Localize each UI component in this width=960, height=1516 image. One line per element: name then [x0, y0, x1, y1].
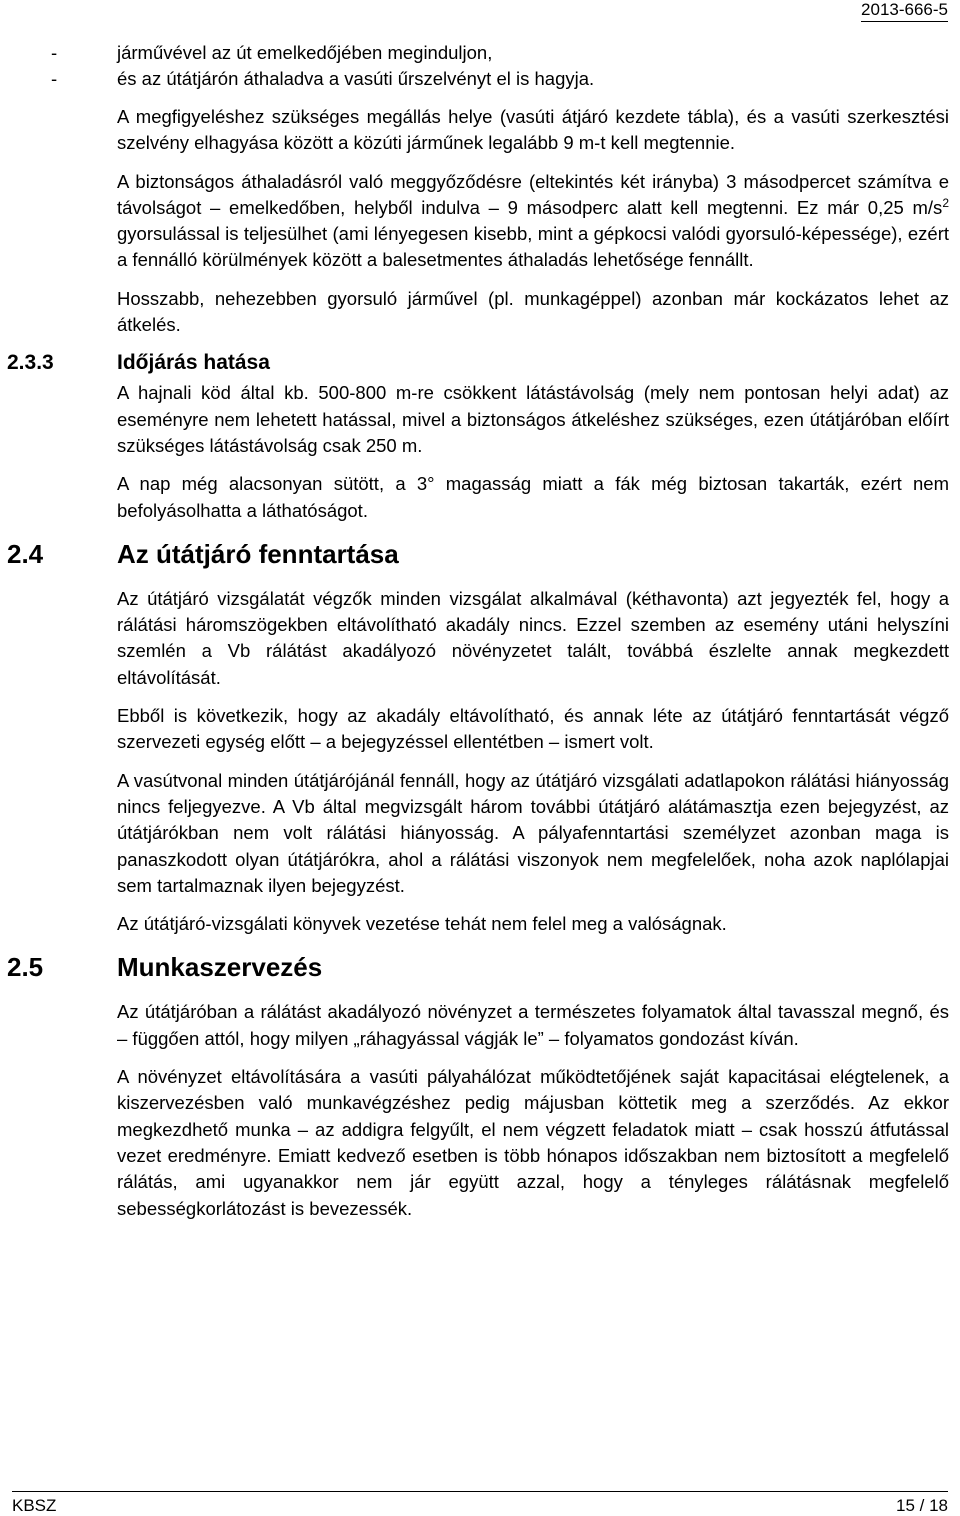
paragraph: Az útátjáróban a rálátást akadályozó növényzet a természetes folyamatok által tavasszal megnő, és – függően attól, hogy milyen „ráhagyással vágják le” – folyamatos gondozást kíván.	[117, 1001, 949, 1049]
paragraph: Ebből is következik, hogy az akadály eltávolítható, és annak léte az útátjáró fenntartását végző szervezeti egység előtt – a bejegyzéssel ellentétben – ismert volt.	[117, 705, 949, 753]
section-number: 2.4	[7, 538, 44, 569]
paragraph: Hosszabb, nehezebben gyorsuló járművel (pl. munkagéppel) azonban már kockázatos lehet az átkelés.	[117, 287, 949, 336]
section-title: Munkaszervezés	[117, 952, 323, 983]
paragraph: A hajnali köd által kb. 500-800 m-re csökkent látástávolság (mely nem pontosan helyi adat) az eseményre nem lehetett hatással, mivel a biztonságos átkeléshez szükséges, ezen útátjáróban előírt szükséges látástávolság csak 250 m.	[117, 382, 949, 456]
section-heading-2-5	[7, 951, 949, 983]
page-content	[7, 40, 949, 1222]
page-footer	[12, 1491, 948, 1515]
section-number: 2.5	[7, 952, 44, 983]
page-number: 15 / 18	[896, 1496, 948, 1515]
footer-organization: KBSZ	[12, 1496, 57, 1515]
paragraph: A megfigyeléshez szükséges megállás helye (vasúti átjáró kezdete tábla), és a vasúti szerkesztési szelvény elhagyása között a közúti járműnek legalább 9 m-t kell megtennie.	[117, 106, 949, 154]
section-title: Az útátjáró fenntartása	[117, 538, 399, 569]
section-title: Időjárás hatása	[117, 351, 270, 375]
bullet-text: és az útátjárón áthaladva a vasúti űrszelvényt el is hagyja.	[117, 68, 595, 89]
paragraph-text: gyorsulással is teljesülhet (ami lényegesen kisebb, mint a gépkocsi valódi gyorsuló-képessége), ezért a fennálló körülmények között a balesetmentes áthaladás lehetősége fennállt.	[117, 223, 949, 271]
paragraph	[117, 169, 949, 274]
dash-bullet-icon: -	[51, 68, 58, 89]
bullet-item	[51, 66, 949, 92]
document-id: 2013-666-5	[861, 0, 948, 22]
paragraph: A vasútvonal minden útátjárójánál fennáll, hogy az útátjáró vizsgálati adatlapokon rálátási hiányosság nincs feljegyezve. A Vb által megvizsgált három további útátjáró alátámasztja ezen bejegyzést, az útátjárókban nem volt rálátási hiányosság. A pályafenntartási személyzet azonban maga is panaszkodott olyan útátjárókra, ahol a rálátási viszonyok nem megfelelőek, noha azok naplólapjai sem tartalmaznak ilyen bejegyzést.	[117, 769, 949, 896]
section-heading-2-4	[7, 538, 949, 570]
superscript: 2	[942, 195, 949, 210]
paragraph: A nap még alacsonyan sütött, a 3° magasság miatt a fák még biztosan takarták, ezért nem befolyásolhatta a láthatóságot.	[117, 473, 949, 521]
paragraph: Az útátjáró vizsgálatát végzők minden vizsgálat alkalmával (kéthavonta) azt jegyezték fel, hogy a rálátási háromszögekben eltávolítható akadály nincs. Ezzel szemben az esemény utáni helyszíni szemlén a Vb rálátást akadályozó növényzetet talált, továbbá észlelte annak megkezdett eltávolítását.	[117, 587, 949, 688]
dash-bullet-icon: -	[51, 42, 58, 63]
section-number: 2.3.3	[7, 351, 54, 375]
paragraph: A növényzet eltávolítására a vasúti pályahálózat működtetőjének saját kapacitásai elégtelenek, a kiszervezésben való munkavégzéshez pedig májusban köttetik meg a szerződés. Az ekkor megkezdhető munka – az addigra felgyűlt, el nem végzett feladatok miatt – csak hosszú átfutással vezet eredményre. Emiatt kedvező esetben is több hónapos időszakban nem biztosított a megfelelő rálátás, ami ugyanakkor nem jár együtt azzal, hogy a tényleges rálátásnak megfelelő sebességkorlátozást is bevezessék.	[117, 1066, 949, 1219]
bullet-text: járművével az út emelkedőjében meginduljon,	[117, 42, 493, 63]
paragraph: Az útátjáró-vizsgálati könyvek vezetése tehát nem felel meg a valóságnak.	[117, 913, 727, 935]
paragraph-text: A biztonságos áthaladásról való meggyőződésre (eltekintés két irányba) 3 másodpercet számítva e távolságot – emelkedőben, helyből indulva – 9 másodperc alatt kell megtenni. Ez már 0,25 m/s	[117, 170, 949, 218]
section-heading-2-3-3	[7, 350, 949, 376]
bullet-item	[51, 40, 949, 66]
